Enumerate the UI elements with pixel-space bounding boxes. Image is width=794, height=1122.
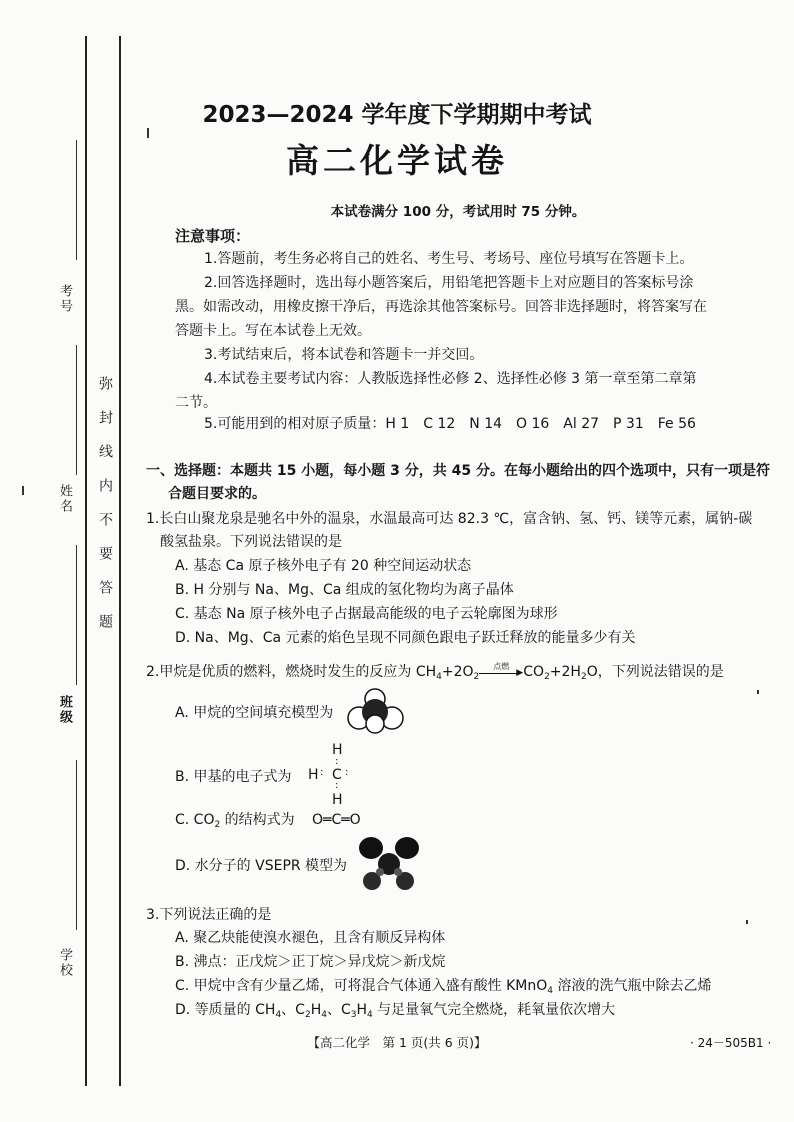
electron-pair: : [335,756,339,767]
subscript: 4 [547,986,554,996]
subscript: 4 [321,1010,327,1020]
scan-speck [22,486,24,495]
electron-pair: : [335,780,339,791]
name-fill-line [76,545,77,685]
formula-text: H [310,1002,322,1018]
reaction-condition: 点燃 [493,662,510,671]
scan-speck [746,920,748,924]
subscript: 2 [580,672,587,682]
option-c-text: C. 甲烷中含有少量乙烯，可将混合气体通入盛有酸性 KMnO [175,978,548,994]
notice-title: 注意事项： [175,227,251,245]
question-2-stem [146,662,724,682]
single-electron-pair: : [345,767,349,778]
score-info: 本试卷满分 100 分，考试用时 75 分钟。 [330,204,586,220]
subscript: 2 [473,672,480,682]
paper-code: · 24－505B1 · [690,1036,772,1050]
formula-text: 、C [326,1002,351,1018]
formula-text: D. 等质量的 CH [175,1002,276,1018]
question-3-option-d [175,1000,615,1020]
formula-text: 与足量氧气完全燃烧，耗氧量依次增大 [372,1002,616,1018]
notice-line: 1.答题前，考生务必将自己的姓名、考生号、考场号、座位号填写在答题卡上。 [204,251,694,267]
notice-line: 答题卡上。写在本试卷上无效。 [175,323,371,339]
formula-h2o: +2H [549,664,581,680]
question-2-option-a: A. 甲烷的空间填充模型为 [175,705,334,721]
section-heading: 一、选择题：本题共 15 小题，每小题 3 分，共 45 分。在每小题给出的四个选项中，只有一项是符 [146,463,770,479]
section-heading-cont: 合题目要求的。 [168,486,266,502]
question-2-option-b: B. 甲基的电子式为 [175,769,292,785]
question-1-option-b: B. H 分别与 Na、Mg、Ca 组成的氢化物均为离子晶体 [175,582,514,598]
question-2-option-c [175,810,295,830]
atom-h-bottom: H [332,792,343,808]
question-3-option-b: B. 沸点：正戊烷＞正丁烷＞异戊烷＞新戊烷 [175,954,446,970]
arrow-line [479,673,519,674]
methane-space-filling-model [345,688,407,734]
formula-text: 、C [281,1002,305,1018]
subscript: 3 [350,1010,357,1020]
methyl-electron-formula [300,742,360,812]
question-1-option-a: A. 基态 Ca 原子核外电子有 20 种空间运动状态 [175,558,472,574]
question-1-stem: 1.长白山聚龙泉是驰名中外的温泉，水温最高可达 82.3 ℃，富含钠、氢、钙、镁等元素，属钠-碳 [146,511,753,527]
question-2-stem-before: 2.甲烷是优质的燃料，燃烧时发生的反应为 [146,664,416,680]
formula-text: H [356,1002,367,1018]
subscript: 4 [436,672,442,682]
paper-title: 高二化学试卷 [286,141,508,180]
question-2-stem-after: O，下列说法错误的是 [586,664,724,680]
binding-line-outer [85,36,87,1086]
atom-h-left: H [308,767,319,783]
subscript: 4 [275,1010,282,1020]
atom-c: C [332,767,342,783]
option-c-text-after: 溶液的洗气瓶中除去乙烯 [553,978,712,994]
question-3-stem: 3.下列说法正确的是 [146,907,272,923]
question-2-option-d: D. 水分子的 VSEPR 模型为 [175,858,348,874]
question-3-option-c [175,976,711,996]
page-footer: 【高二化学 第 1 页(共 6 页)】 [307,1035,487,1050]
formula-co2: CO [523,664,545,680]
question-1-option-c: C. 基态 Na 原子核外电子占据最高能级的电子云轮廓图为球形 [175,606,558,622]
subscript: 2 [214,820,221,830]
scan-speck [147,128,149,138]
seal-notice: 弥封线内不要答题 [97,376,113,648]
exam-title: 2023—2024 学年度下学期期中考试 [202,102,592,128]
class-label: 班级 [57,695,72,725]
electron-pair: : [320,767,324,778]
scan-speck [757,690,759,694]
subscript: 2 [304,1010,311,1020]
notice-line: 3.考试结束后，将本试卷和答题卡一并交回。 [204,347,484,363]
formula-o2: +2O [441,664,474,680]
question-1-option-d: D. Na、Mg、Ca 元素的焰色呈现不同颜色跟电子跃迁释放的能量多少有关 [175,630,636,646]
co2-structural-formula: O═C═O [312,812,361,828]
atom-h-top: H [332,742,343,758]
class-fill-line [76,760,77,930]
notice-line: 5.可能用到的相对原子质量：H 1 C 12 N 14 O 16 Al 27 P 31 Fe 56 [204,416,696,432]
question-3-option-a: A. 聚乙炔能使溴水褪色，且含有顺反异构体 [175,930,446,946]
subscript: 4 [367,1010,373,1020]
option-c-text-after: 的结构式为 [220,812,295,828]
notice-line: 4.本试卷主要考试内容：人教版选择性必修 2、选择性必修 3 第一章至第二章第 [204,371,697,387]
subscript: 2 [544,672,550,682]
formula-ch4: CH [415,664,437,680]
notice-line: 2.回答选择题时，选出每小题答案后，用铅笔把答题卡上对应题目的答案标号涂 [204,275,694,291]
reaction-arrow [479,662,524,679]
exam-number-label: 考号 [57,284,72,314]
option-c-text: C. CO [175,812,215,828]
exam-number-fill-line-2 [76,345,77,475]
name-label: 姓名 [57,484,72,514]
school-label: 学校 [57,948,72,978]
question-1-stem-cont: 酸氢盐泉。下列说法错误的是 [160,534,342,550]
arrow-head-icon: ▶ [516,668,524,678]
water-vsepr-model [358,836,420,896]
binding-line-inner [119,36,121,1086]
notice-line: 二节。 [175,395,217,411]
notice-line: 黑。如需改动，用橡皮擦干净后，再选涂其他答案标号。回答非选择题时，将答案写在 [175,299,707,315]
